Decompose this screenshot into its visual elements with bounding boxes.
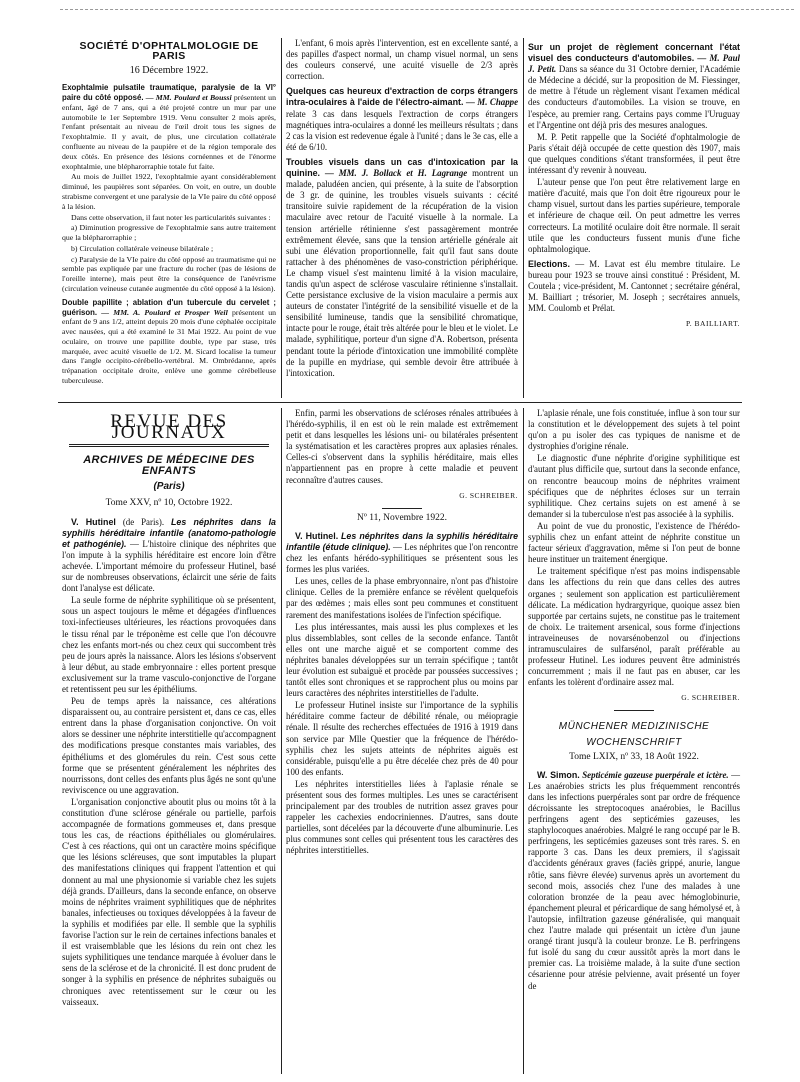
article-hutinel-anatomo	[62, 517, 276, 595]
signature: P. BAILLIART.	[685, 319, 740, 329]
article-text: — Les néphrites que l'on rencontre chez les enfants hérédo-syphilitiques se présentent sous les formes les plus variées.	[286, 541, 519, 575]
article-title: Les néphrites dans la syphilis héréditaire infantile (étude clinique).	[286, 530, 519, 552]
article-text: Dans sa séance du 31 Octobre dernier, l'Académie de Médecine a décidé, sur la proposition de M. Fiessinger, de mettre à l'étude un règlement visant l'examen médical des conducteurs d'automobiles. La vision se trouve, en l'espèce, au premier rang. Certains pays comme l'Uruguay et l'Argentine ont déjà pris des mesures analogues.	[528, 64, 741, 130]
elections-label: Elections.	[528, 258, 570, 269]
journal-city: (Paris)	[153, 481, 185, 493]
article-simon	[528, 770, 740, 992]
article-authors: — MM. Poulard et Boussi	[145, 93, 232, 103]
column-rule	[523, 408, 524, 1074]
article-heading: Sur un projet de règlement concernant l'état visuel des conducteurs d'automobiles.	[528, 42, 740, 64]
short-rule	[614, 710, 654, 711]
column-top-right	[528, 38, 740, 330]
journal-tome: Tome LXIX, nº 33, 18 Août 1922.	[569, 751, 699, 762]
column-bottom-right	[528, 408, 740, 993]
revue-title: REVUE DES JOURNAUX	[110, 411, 228, 444]
article-heading: Double papillite ; ablation d'un tubercule du cervelet ; guérison.	[62, 297, 276, 317]
article-title: Les néphrites dans la syphilis héréditaire infantile (anatomo-pathologie et pathogénie).	[62, 516, 276, 549]
column-top-middle	[286, 38, 518, 380]
column-rule	[281, 38, 282, 398]
column-top-left	[62, 38, 276, 387]
paragraph: L'aplasie rénale, une fois constituée, influe à son tour sur la constitution et le développement des sujets à tel point qu'on a pu isoler des cas typiques de nanisme et de dystrophies d'origine rénale.	[528, 408, 740, 452]
column-rule	[281, 408, 282, 1074]
section-divider	[58, 402, 742, 403]
paragraph: Le traitement spécifique n'est pas moins indispensable dans les affections du rein que dans celles des autres organes ; seulement son application est particulièrement délicate. La médication hydrargyrique, quoique assez bien supportée par certains sujets, ne constitue pas le traitement de choix. Le traitement arsenical, sous forme d'injections intraveineuses de novarsénobenzol ou d'injections intramusculaires de sulfarsénol, paraît préférable au professeur Hutinel. Les iodures peuvent être administrés concurremment ; mais il ne faut pas en abuser, car les enfants les tolèrent d'ordinaire assez mal.	[528, 566, 740, 688]
article-automobiles	[528, 42, 740, 131]
elections	[528, 259, 740, 314]
paragraph: Au mois de Juillet 1922, l'exophtalmie ayant considérablement diminué, les paupières sont séparées. On voit, en outre, un double strabisme convergent et une paralysie de la VIe paire du côté opposé à la lésion.	[62, 172, 276, 211]
article-heading: Exophtalmie pulsatile traumatique, paralysie de la VI° paire du côté opposé.	[62, 83, 276, 103]
article-hutinel-clinique	[286, 531, 518, 575]
paragraph: L'enfant, 6 mois après l'intervention, est en excellente santé, a des papilles d'aspect normal, un champ visuel normal, un sens des couleurs conservé, une acuité visuelle de 2/3 après correction.	[286, 38, 518, 82]
article-text: présentent un enfant, âgé de 7 ans, qui a été projeté contre un mur par une automobile le 1er Septembre 1919. Venu consulter 2 mois après, l'enfant présentait au niveau de l'œil droit tous les signes de l'exophtalmie. Il y avait, de plus, une circulation collatérale confluente au niveau de la paupière et de la région temporale des deux côtés. En présence des lésions cornéennes et de l'énorme exophtalmie, une blépharorraphie totale fut faite.	[62, 93, 276, 171]
article-authors: — M. Paul J. Petit.	[528, 53, 740, 75]
article-authors: — MM. J. Bollack et H. Lagrange	[324, 168, 468, 179]
article-quinine	[286, 157, 518, 379]
paragraph: Enfin, parmi les observations de scléroses rénales attribuées à l'hérédo-syphilis, il en est où le rein malade est extrêmement petit et dans lesquelles les lésions uni- ou bilatérales présentent la systématisation et les caractères propres aux aplasies rénales. Celles-ci s'observent dans la syphilis héréditaire, mais elles n'appartiennent pas en propre à cette maladie et peuvent reconnaître d'autres causes.	[286, 408, 518, 485]
top-page-edge	[60, 9, 794, 10]
article-title: Septicémie gazeuse puerpérale et ictère.	[582, 769, 729, 780]
journal-subtitle: WOCHENSCHRIFT	[586, 736, 682, 748]
article-text: présentent un enfant de 9 ans 1/2, atteint depuis 20 mois d'une céphalée occipitale avec nausées, qui a été examiné le 31 Mai 1922. Au point de vue oculaire, on trouve une papillite double, type par stase, très marquée, avec acuité visuelle de 1/2. M. Sicard localise la tumeur dans l'angle occipito-cérébello-vertébral. M. Ombrédanne, après trépanation occipitale droite, enlève une gomme cérébelleuse tuberculeuse.	[62, 307, 276, 385]
article-text: — L'histoire clinique des néphrites que l'on impute à la syphilis héréditaire est encore loin d'être achevée. L'important mémoire du professeur Hutinel, basé sur de nombreuses observations, éclaircit une série de faits dont l'analyse est délicate.	[62, 538, 277, 594]
paragraph: La seule forme de néphrite syphilitique où se présentent, sous un aspect toujours le même et dégagées d'influences toxi-infectieuses ultérieures, les réactions provoquées dans le tissu rénal par le tréponème est celle que l'on découvre chez les enfants mort-nés ou chez ceux qui succombent très peu de jours après la naissance. Alors les lésions s'observent à leur début, au stade embryonnaire : elles portent presque exclusivement sur la trame vasculo-conjonctive de l'organe et retentissent peu sur les épithéliums.	[62, 595, 276, 694]
article-authors: — MM. A. Poulard et Prosper Weil	[101, 307, 228, 317]
article-author: V. Hutinel	[71, 516, 116, 527]
article-author: W. Simon.	[537, 769, 580, 780]
article-location: (de Paris).	[122, 516, 165, 527]
paragraph: Le professeur Hutinel insiste sur l'importance de la syphilis héréditaire comme facteur de débilité rénale, ou méiopragie rénale. Il résulte des recherches effectuées de 1916 à 1919 dans son service par Mlle Questier que la fréquence de l'hérédo-syphilis chez les sujets atteints de néphrites aiguës est considérable, puisqu'elle a pu être décelée chez près de 40 pour 100 des enfants.	[286, 700, 518, 777]
column-rule	[523, 38, 524, 398]
paragraph: Les plus intéressantes, mais aussi les plus complexes et les plus dissemblables, sont celles de la seconde enfance. Tantôt elles ont une marche aiguë et se comportent comme des néphrites banales développées sur un terrain spécifique ; tantôt leur évolution est subaiguë et procède par poussées successives ; tantôt elles sont chroniques et se rapprochent plus ou moins par leurs caractères des néphrites interstitielles de l'adulte.	[286, 621, 518, 699]
paragraph: M. P. Petit rappelle que la Société d'ophtalmologie de Paris s'était déjà occupée de cette question dès 1907, mais que quelques conditions s'étant transformées, il peut être intéressant d'y revenir à nouveau.	[528, 131, 740, 176]
article-electro-aimant	[286, 86, 518, 153]
article-text: relate 3 cas dans lesquels l'extraction de corps étrangers magnétiques intra-oculaires a donné les meilleurs résultats ; dans 2 cas la vision est redevenue égale à l'unité ; dans le 3e cas, elle a été de 6/10.	[286, 108, 518, 152]
paragraph: Peu de temps après la naissance, ces altérations disparaissent ou, au contraire persistent et, dans ce cas, elles entrent dans la phase d'organisation conjonctive. On voit alors se dessiner une néphrite interstitielle qu'accompagnent des modifications presque constantes mais variables, des épithéliums et des glomérules du rein. C'est sous cette forme que se présentent généralement les néphrites des nourrissons, dont celles des enfants plus âgés ne sont qu'une reviviscence ou une aggravation.	[62, 696, 276, 795]
article-authors: — M. Chappe	[465, 97, 519, 108]
article-text: montrent un malade, paludéen ancien, qui présente, à la suite de l'absorption de 3 gr. de quinine, les troubles visuels suivants : cécité transitoire suivie rapidement de la récupération de la vision maculaire avec retour de l'acuité visuelle à la normale. La tension artérielle rétinienne s'est passagèrement montrée extrêmement élevée, sans que la tension artérielle générale ait subi une élévation proportionnelle, fait qu'il faut sans doute rattacher à des phénomènes de vaso-constriction périphérique. Le champ visuel s'est maintenu limité à la vision maculaire, tandis qu'un aspect de sclérose vasculaire rétinienne s'installait. Cette persistance exclusive de la vision maculaire a permis aux auteurs de constater l'intégrité de la sensibilité visuelle et de la sensibilité lumineuse, tandis que la sensibilité chromatique, intacte pour le rouge, était très altérée pour le bleu et le violet. Le malade, syphilitique, porteur d'un signe d'A. Robertson, présenta pendant toute la période d'intoxication une immobilité complète de la pupille en mydriase, qui semble devoir être attribuée à l'intoxication.	[286, 168, 519, 378]
list-item: a) Diminution progressive de l'exophtalmie sans autre traitement que la blépharorraphie ;	[62, 223, 276, 243]
list-item: c) Paralysie de la VIe paire du côté opposé au traumatisme qui ne semble pas expliquée par une fracture du rocher (pas de lésions de l'oreille interne), mais peut être la conséquence de l'anévrisme (circulation veineuse cutanée augmentée du côté opposé à la lésion).	[62, 254, 276, 293]
journal-title: ARCHIVES DE MÉDECINE DES ENFANTS	[83, 454, 255, 478]
paragraph: Les néphrites interstitielles liées à l'aplasie rénale se présentent sous des formes multiples. Les unes se caractérisent principalement par des troubles de nutrition assez graves pour rappeler les cachexies endocriniennes. D'autres, sans doute partielles, sont décelées par la découverte d'une albuminurie. Les plus communes sont celles qui présentent tous les caractères des néphrites interstitielles.	[286, 778, 518, 856]
paragraph: Dans cette observation, il faut noter les particularités suivantes :	[71, 212, 271, 222]
issue-label: Nº 11, Novembre 1922.	[357, 512, 447, 523]
column-bottom-left	[62, 408, 276, 1009]
section-date: 16 Décembre 1922.	[129, 64, 209, 76]
paragraph: L'auteur pense que l'on peut être relativement large en matière d'acuité, mais que l'on doit être rigoureux pour le champ visuel, surtout dans les parties supérieure, temporale et inférieure de chaque œil. On peut admettre les verres correcteurs. La motilité oculaire doit être normale. Il serait utile que les conducteurs fussent munis d'une fiche ophtalmologique.	[528, 177, 740, 254]
paragraph: Les unes, celles de la phase embryonnaire, n'ont pas d'histoire clinique. Celles de la première enfance se révèlent quelquefois par des œdèmes ; mais elles sont peu communes et constituent rarement des manifestations isolées de l'infection spécifique.	[286, 576, 518, 620]
article-heading: Quelques cas heureux d'extraction de corps étrangers intra-oculaires à l'aide de l'électro-aimant.	[286, 86, 518, 108]
signature: G. SCHREIBER.	[459, 490, 518, 500]
paragraph: L'organisation conjonctive aboutit plus ou moins tôt à la constitution d'une sclérose générale ou partielle, parfois accompagnée de formations gommeuses et, dans presque tous les cas, de réactions épithéliales ou glomérulaires. C'est à ces réactions, qui ont un caractère moins spécifique que les lésions scléreuses, que sont imputables la plupart des manifestations cliniques qui frappent l'attention et qui donnent au mal une physionomie si variable chez les sujets déjà grands. D'ailleurs, dans la seconde enfance, on observe moins de néphrites vraiment syphilitiques que de néphrites banales, infectieuses ou toxiques développées à la faveur de la syphilis et modifiées par elle. Il semble que la syphilis favorise l'action sur le rein de certaines infections banales et il est vraisemblable que les lésions du rein ont chez les sujets syphilitiques une tendance marquée à évoluer dans le sens de la sclérose et de la chronicité. Il est donc prudent de songer à la syphilis en présence de néphrites subaiguës ou chroniques avec retentissement sur le cœur ou les vaisseaux.	[62, 796, 276, 1007]
double-rule	[69, 444, 269, 447]
column-bottom-middle	[286, 408, 518, 858]
signature: G. SCHREIBER.	[681, 693, 740, 703]
article-papillite	[62, 298, 276, 386]
article-author: V. Hutinel.	[295, 530, 339, 541]
section-title: SOCIÉTÉ D'OPHTALMOLOGIE DE PARIS	[79, 40, 259, 62]
journal-tome: Tome XXV, nº 10, Octobre 1922.	[105, 498, 233, 509]
article-text: — Les anaérobies stricts les plus fréquemment rencontrés dans les infections puerpérales sont par ordre de fréquence décroissante les streptocoques anaérobies, le Bacillus perfringens agent des septicémies gazeuses, les staphylocoques anaérobies. Malgré le rang occupé par le B. perfringens, les septicémies gazeuses sont très rares. S. en rapporte 3 cas. Dans les deux premiers, il s'agissait d'accidents généraux graves (faciès grippé, anurie, langue rôtie, sans fièvre élevée) survenus après un avortement du second mois, associés chez l'une des malades à une coloration bronzée de la peau avec hémoglobinurie, épanchement pleural et péricardique de sang hémolysé et, à l'autopsie, infiltration gazeuse généralisée, qui manquait chez l'autre malade qui présentait un ictère d'un jaune orangé tirant jusqu'à la couleur bronze. Le B. perfringens fut isolé du sang du cœur aussitôt après la mort dans le premier cas. La troisième malade, à la suite d'une section césarienne pour atrésie pelvienne, avait présenté un foyer de	[528, 769, 741, 991]
article-heading: Troubles visuels dans un cas d'intoxication par la quinine.	[286, 156, 518, 179]
paragraph: Le diagnostic d'une néphrite d'origine syphilitique est d'autant plus difficile que, surtout dans la seconde enfance, on rencontre beaucoup moins de néphrites vraiment spécifiques que de néphrites écloses sur un terrain syphilitique. Chez certains sujets on est amené à se demander si la tuberculose n'est pas associée à la syphilis.	[528, 453, 740, 519]
journal-title: MÜNCHENER MEDIZINISCHE	[558, 721, 710, 733]
paragraph: Au point de vue du pronostic, l'existence de l'hérédo-syphilis chez un enfant atteint de néphrite constitue un facteur sérieux d'aggravation, même si l'on peut de bonne heure instituer un traitement énergique.	[528, 520, 740, 565]
article-exophtalmie	[62, 83, 276, 171]
short-rule	[382, 508, 422, 509]
list-item: b) Circulation collatérale veineuse bilatérale ;	[71, 243, 214, 253]
elections-text: — M. Lavat est élu membre titulaire. Le bureau pour 1923 se trouve ainsi constitué : Président, M. Coutela ; vice-président, M. Cantonnet ; secrétaire général, M. Bailliart ; trésorier, M. Joseph ; secrétaires annuels, MM. Coulomb et Prélat.	[528, 258, 741, 314]
